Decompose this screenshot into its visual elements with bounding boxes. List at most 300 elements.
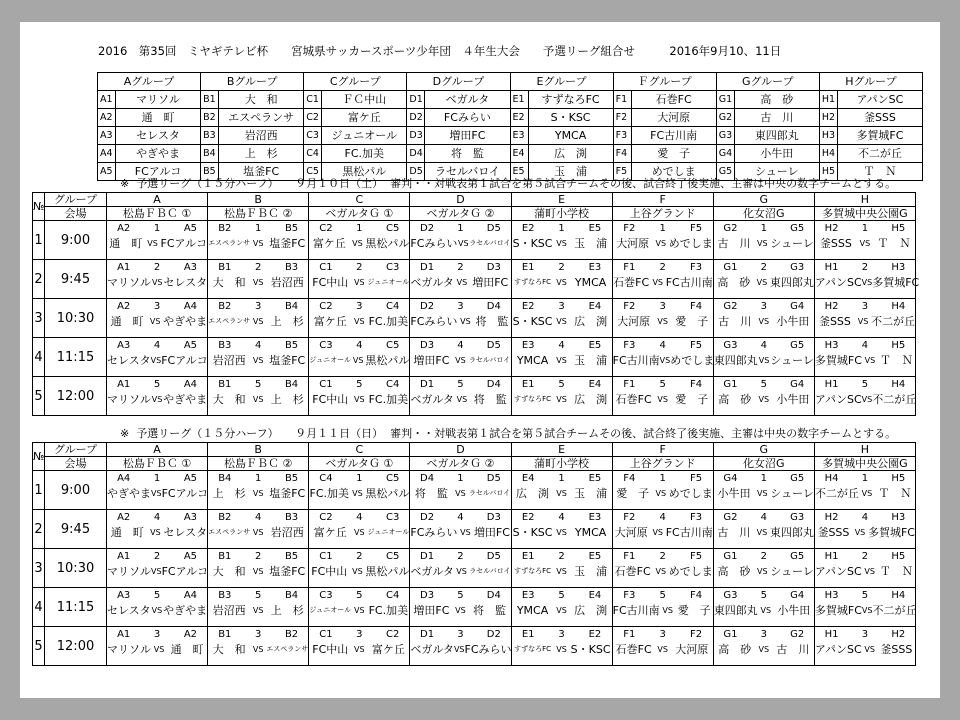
home-team: 古 川 [718, 315, 752, 328]
home-code: E1 [521, 551, 535, 562]
day2-note: ※ 予選リーグ（１５分ハーフ） ９月１１日（日） 審判・・対戦表第１試合を第５試合チームその後、試合終了後実施、主審は中央の数字チームとする。 [120, 427, 897, 440]
referee-number: 3 [659, 629, 666, 640]
row-number: 1 [33, 471, 45, 510]
match-codes [512, 510, 612, 525]
home-team: 増田FC [413, 354, 450, 367]
referee-number: 1 [255, 223, 262, 234]
home-code: H3 [824, 590, 839, 601]
team-code: E2 [510, 109, 528, 127]
home-code: H1 [824, 551, 839, 562]
home-code: E4 [521, 473, 535, 484]
away-team: YMCA [574, 526, 607, 539]
match-cell [208, 627, 309, 666]
match-cell [309, 221, 410, 260]
home-team: ベガルタ [410, 393, 454, 406]
home-code: F1 [623, 379, 636, 390]
match [410, 299, 510, 337]
home-team: マリソル [107, 565, 151, 578]
away-code: F4 [690, 301, 703, 312]
away-code: B5 [284, 551, 299, 562]
team-name: 東四郎丸 [734, 127, 819, 145]
match-cell [511, 471, 612, 510]
match [512, 299, 612, 337]
match-teams [815, 236, 915, 251]
match-cell [107, 510, 208, 549]
vs-label: VS [147, 239, 158, 248]
away-team: 将 監 [475, 315, 509, 328]
match-teams [309, 236, 409, 251]
venue-row [33, 457, 916, 471]
vs-label: VS [252, 239, 264, 248]
referee-number: 1 [558, 473, 565, 484]
home-code: B2 [218, 223, 232, 234]
group-letter: E [511, 443, 612, 457]
home-team: 石巻FC [615, 393, 652, 406]
home-team: エスペランサ [208, 317, 251, 325]
away-code: E2 [588, 629, 602, 640]
referee-number: 5 [356, 379, 363, 390]
match-cell [814, 338, 915, 377]
referee-number: 4 [457, 512, 464, 523]
match-cell [511, 338, 612, 377]
home-code: H2 [824, 301, 839, 312]
match [208, 471, 308, 509]
vs-label: VS [861, 278, 873, 287]
match-codes [410, 221, 510, 236]
match-teams [107, 275, 207, 290]
away-team: 東四郎丸 [769, 526, 814, 539]
away-code: A3 [183, 512, 198, 523]
team-code: B5 [201, 163, 219, 181]
match-cell [511, 377, 612, 416]
home-team: FC古川南 [612, 604, 660, 617]
away-team: 上 杉 [270, 315, 304, 328]
referee-number: 1 [356, 223, 363, 234]
away-team: シューレ [770, 237, 814, 250]
away-team: シューレ [770, 565, 814, 578]
team-code: F1 [613, 91, 631, 109]
away-code: F4 [690, 379, 703, 390]
away-team: 黒松パル [365, 565, 410, 578]
match-cell [713, 338, 814, 377]
match-teams [512, 564, 612, 579]
away-team: 将 監 [472, 604, 506, 617]
referee-number: 2 [153, 551, 161, 562]
referee-number: 2 [760, 262, 767, 273]
away-code: F5 [690, 340, 703, 351]
away-team: 玉 浦 [574, 237, 608, 250]
referee-number: 1 [659, 473, 666, 484]
away-team: 黒松パル [365, 487, 410, 500]
match [309, 377, 409, 415]
team-code: F2 [613, 109, 631, 127]
match-cell [713, 260, 814, 299]
away-code: A4 [183, 590, 198, 601]
away-code: C5 [386, 223, 400, 234]
vs-label: VS [354, 528, 365, 537]
away-code: B3 [284, 512, 299, 523]
match-codes [309, 510, 409, 525]
referee-number: 3 [760, 301, 767, 312]
match-codes [714, 510, 814, 525]
home-team: 釜SSS [819, 237, 852, 250]
match-cell [612, 510, 713, 549]
match-teams [613, 525, 713, 540]
match-cell [410, 299, 511, 338]
vs-label: VS [864, 567, 875, 576]
team-name: 多賀城FC [837, 127, 922, 145]
match-teams [613, 603, 713, 618]
away-code: B3 [284, 262, 299, 273]
match-codes [107, 221, 207, 236]
match-codes [208, 549, 308, 564]
home-code: H1 [824, 262, 839, 273]
match-codes [208, 471, 308, 486]
home-code: D2 [420, 512, 435, 523]
away-team: Ｔ Ｎ [877, 237, 911, 250]
home-team: 古 川 [717, 237, 751, 250]
away-team: 釜SSS [880, 643, 913, 656]
away-code: D5 [486, 340, 501, 351]
home-code: E3 [521, 590, 535, 601]
team-code: G3 [716, 127, 734, 145]
away-team: ジュニオール [367, 528, 410, 536]
team-code: C5 [304, 163, 322, 181]
away-team: 多賀城FC [867, 526, 915, 539]
home-team: FCみらい [410, 526, 458, 539]
match-teams [714, 275, 814, 290]
venue-name: 化女沼G [713, 457, 814, 471]
match-cell [410, 377, 511, 416]
match [309, 588, 409, 626]
match-cell [814, 260, 920, 299]
away-code: B5 [284, 223, 299, 234]
home-team: FCみらい [410, 237, 458, 250]
venue-name: 多賀城中央公園G [814, 457, 915, 471]
match [815, 471, 915, 509]
referee-number: 4 [760, 340, 767, 351]
match-teams [208, 603, 308, 618]
match-teams [815, 486, 915, 501]
team-name: ＦＣ中山 [322, 91, 407, 109]
team-code: D2 [407, 109, 425, 127]
referee-number: 1 [861, 223, 869, 234]
away-code: D4 [486, 379, 501, 390]
match-codes [714, 549, 814, 564]
referee-number: 2 [861, 262, 869, 273]
match [815, 588, 915, 626]
match-cell [612, 549, 713, 588]
away-team: 愛 子 [677, 604, 711, 617]
vs-label: VS [861, 606, 873, 615]
team-name: YMCA [528, 127, 613, 145]
away-team: 増田FC [473, 526, 510, 539]
match-teams [410, 486, 510, 501]
vs-label: VS [455, 356, 466, 365]
referee-number: 3 [659, 301, 666, 312]
referee-number: 1 [457, 473, 464, 484]
match-cell [511, 260, 612, 299]
away-code: C2 [386, 629, 400, 640]
away-code: D2 [486, 629, 501, 640]
match [410, 471, 510, 509]
away-team: やぎやま [163, 604, 208, 617]
away-code: F2 [690, 629, 703, 640]
team-name: FC古川南 [631, 127, 716, 145]
team-name: 通 町 [116, 109, 201, 127]
home-team: 釜SSS [817, 526, 850, 539]
match-teams [613, 642, 713, 657]
match-cell [814, 221, 915, 260]
match-cell [713, 471, 814, 510]
home-team: 多賀城FC [814, 604, 862, 617]
referee-number: 2 [558, 262, 565, 273]
away-team: Ｔ Ｎ [878, 487, 912, 500]
referee-number: 2 [861, 551, 869, 562]
home-team: ベガルタ [410, 643, 454, 656]
venue-name: 上谷グランド [612, 207, 713, 221]
away-team: 東四郎丸 [769, 276, 814, 289]
home-code: A1 [117, 379, 131, 390]
match-cell [814, 510, 915, 549]
away-code: G4 [790, 590, 805, 601]
home-code: G1 [723, 262, 738, 273]
home-code: C2 [319, 223, 333, 234]
away-team: ラセルバロイ [468, 489, 511, 497]
home-code: F1 [623, 551, 636, 562]
match [410, 549, 510, 587]
team-name: 大河原 [631, 109, 716, 127]
match-codes [815, 627, 915, 642]
home-code: G1 [723, 379, 738, 390]
match-teams [107, 236, 207, 251]
letter-row [33, 443, 916, 457]
match-cell [309, 471, 410, 510]
row-number: 1 [33, 221, 45, 260]
row-number: 4 [33, 338, 45, 377]
match-codes [714, 299, 814, 314]
vs-label: VS [252, 528, 264, 537]
vs-label: VS [460, 528, 471, 537]
venue-name: 蒲町小学校 [511, 457, 612, 471]
match-cell [511, 510, 612, 549]
team-code: A1 [98, 91, 116, 109]
team-name: 高 砂 [734, 91, 819, 109]
match [107, 471, 207, 509]
match-teams [613, 314, 713, 329]
home-team: 増田FC [413, 604, 450, 617]
referee-number: 4 [255, 340, 262, 351]
match-teams [410, 392, 510, 407]
venue-name: ベガルタＧ ① [309, 457, 410, 471]
away-team: 塩釜FC [269, 237, 306, 250]
match-row [33, 221, 916, 260]
group-letter: D [410, 443, 511, 457]
away-team: 上 杉 [270, 393, 304, 406]
away-code: D5 [486, 473, 501, 484]
no-header: № [33, 443, 45, 471]
home-code: B1 [218, 629, 232, 640]
home-team: 小牛田 [717, 487, 751, 500]
vs-label: VS [151, 606, 163, 615]
match-teams [512, 486, 612, 501]
away-code: A5 [183, 473, 198, 484]
match-cell [208, 588, 309, 627]
away-code: E5 [588, 340, 602, 351]
team-name: やぎやま [116, 145, 201, 163]
home-code: A3 [117, 340, 131, 351]
venue-name: 多賀城中央公園G [814, 207, 915, 221]
group-team-row [98, 109, 923, 127]
match-codes [714, 260, 814, 275]
home-team: やぎやま [107, 487, 151, 500]
home-code: A2 [117, 301, 131, 312]
vs-label: VS [556, 239, 567, 248]
home-team: 通 町 [110, 526, 144, 539]
match [208, 221, 308, 259]
match [107, 627, 207, 665]
match [714, 588, 814, 626]
match-codes [208, 627, 308, 642]
away-code: G3 [790, 512, 805, 523]
home-team: 高 砂 [718, 393, 752, 406]
team-code: G4 [716, 145, 734, 163]
home-code: F3 [623, 590, 636, 601]
away-team: FC古川南 [665, 526, 713, 539]
referee-number: 5 [153, 379, 161, 390]
match-cell [208, 260, 309, 299]
referee-number: 4 [153, 512, 161, 523]
team-name: アパンSC [837, 91, 922, 109]
match-codes [714, 338, 814, 353]
home-code: C3 [319, 340, 333, 351]
away-team: FC.加美 [368, 604, 409, 617]
vs-label: VS [151, 278, 163, 287]
match-codes [107, 299, 207, 314]
match-cell [309, 299, 410, 338]
away-team: FC古川南 [665, 276, 713, 289]
kickoff-time: 11:15 [45, 588, 107, 627]
home-team: マリソル [107, 276, 151, 289]
vs-label: VS [758, 645, 770, 654]
home-code: B4 [218, 473, 232, 484]
team-name: セレスタ [116, 127, 201, 145]
away-code: F5 [690, 551, 703, 562]
group-label: グループ [45, 443, 107, 457]
referee-number: 5 [255, 379, 262, 390]
away-code: D5 [486, 223, 501, 234]
away-code: H3 [891, 512, 906, 523]
home-code: G1 [723, 551, 738, 562]
referee-number: 4 [457, 340, 464, 351]
home-code: G3 [723, 590, 738, 601]
referee-number: 5 [558, 590, 565, 601]
referee-number: 4 [861, 512, 869, 523]
home-team: 上 杉 [212, 487, 246, 500]
away-team: めでしま [668, 565, 713, 578]
match-teams [208, 236, 308, 251]
referee-number: 5 [760, 379, 767, 390]
home-code: E2 [521, 223, 535, 234]
vs-label: VS [354, 278, 365, 287]
away-code: H2 [891, 629, 906, 640]
vs-label: VS [252, 606, 264, 615]
away-code: G2 [790, 629, 805, 640]
away-code: F5 [690, 473, 703, 484]
match [410, 377, 510, 415]
team-code: D3 [407, 127, 425, 145]
home-code: C1 [319, 551, 333, 562]
away-code: H4 [891, 301, 906, 312]
match-teams [208, 314, 308, 329]
day1-note: ※ 予選リーグ（１５分ハーフ） ９月１０日（土） 審判・・対戦表第１試合を第５試合チームその後、試合終了後実施、主審は中央の数字チームとする。 [120, 177, 897, 190]
team-name: 石巻FC [631, 91, 716, 109]
home-team: 石巻FC [613, 276, 650, 289]
group-team-row [98, 145, 923, 163]
team-name: 富ケ丘 [322, 109, 407, 127]
away-team: シューレ [770, 354, 814, 367]
away-code: F3 [690, 512, 703, 523]
match-codes [512, 221, 612, 236]
home-code: F1 [623, 629, 636, 640]
home-code: A2 [117, 512, 131, 523]
group-team-row [98, 91, 923, 109]
match [815, 377, 915, 415]
home-team: 愛 子 [616, 487, 650, 500]
venue-row [33, 207, 916, 221]
match-cell [814, 588, 915, 627]
home-team: 通 町 [110, 315, 144, 328]
away-team: エスペランサ [266, 645, 309, 653]
match [512, 260, 612, 298]
home-team: 高 砂 [717, 276, 751, 289]
match-codes [512, 260, 612, 275]
match-codes [410, 588, 510, 603]
team-code: E3 [510, 127, 528, 145]
match-cell [612, 299, 713, 338]
vs-label: VS [758, 395, 770, 404]
away-code: G4 [790, 379, 805, 390]
kickoff-time: 9:00 [45, 221, 107, 260]
away-code: C5 [386, 473, 400, 484]
away-code: C3 [386, 512, 400, 523]
home-team: 高 砂 [718, 643, 752, 656]
match-codes [107, 471, 207, 486]
home-code: C3 [319, 590, 333, 601]
match-codes [815, 338, 915, 353]
team-code: A4 [98, 145, 116, 163]
home-code: H1 [824, 379, 839, 390]
match [309, 471, 409, 509]
match-codes [613, 377, 713, 392]
away-code: H5 [891, 340, 906, 351]
away-code: C4 [386, 379, 400, 390]
match-codes [410, 510, 510, 525]
match-cell [612, 588, 713, 627]
vs-label: VS [556, 645, 567, 654]
away-code: B5 [284, 473, 299, 484]
vs-label: VS [455, 606, 466, 615]
match [714, 549, 814, 587]
away-code: H5 [891, 223, 906, 234]
away-code: F4 [690, 590, 703, 601]
away-code: G5 [790, 551, 805, 562]
home-team: マリソル [107, 643, 151, 656]
home-code: D3 [420, 340, 435, 351]
group-name: Gグループ [716, 73, 819, 91]
team-name: 不二が丘 [837, 145, 922, 163]
match-codes [714, 588, 814, 603]
